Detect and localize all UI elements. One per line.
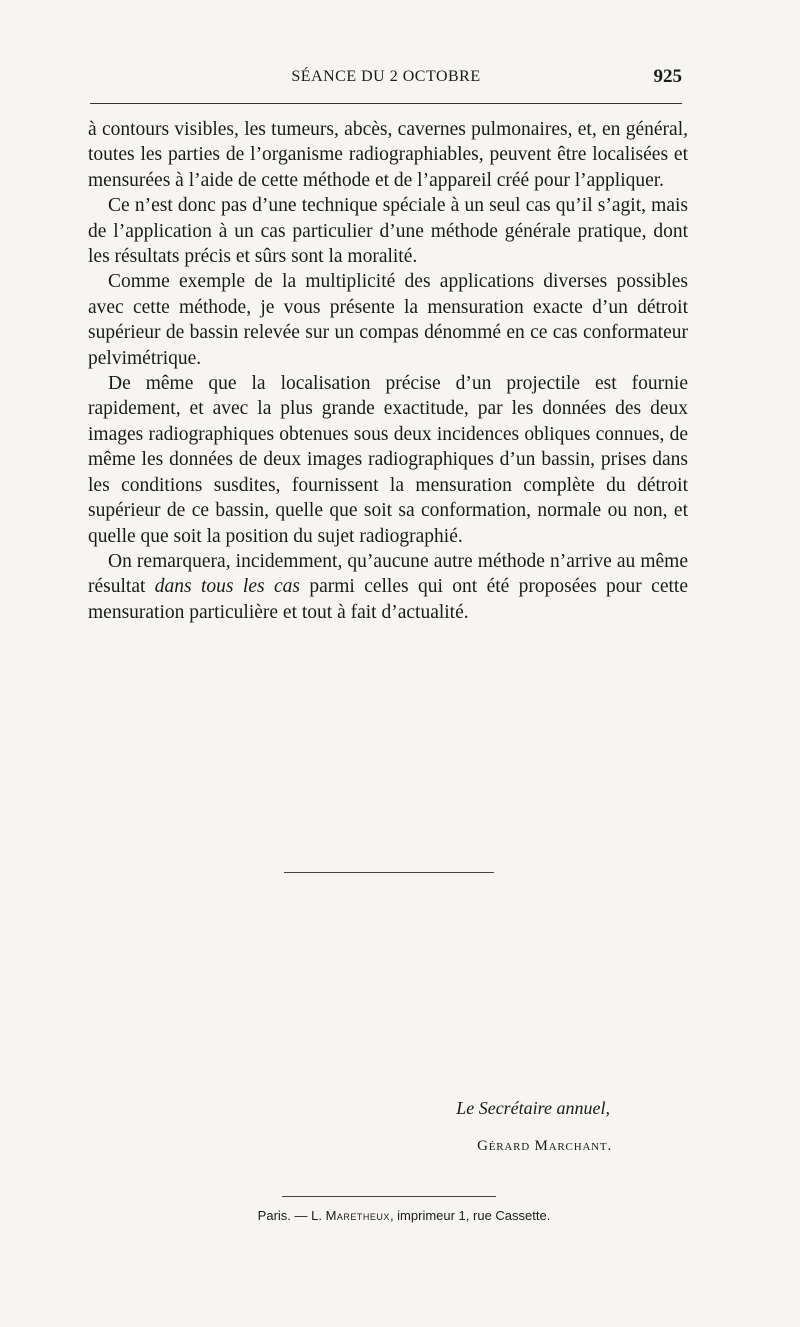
section-divider xyxy=(284,872,494,873)
paragraph-5-end: parmi celles qui ont été proposées pour cette mensuration particulière et tout à fait d’actualité. xyxy=(88,576,688,623)
header-rule xyxy=(90,103,682,104)
paragraph-4: De même que la localisation précise d’un projectile est fournie rapidement, et avec la plus grande exactitude, par les données des deux images radiographiques obtenues sous deux incidences obliques connues, de même les données de deux images radiographiques d’un bassin, prises dans les conditions susdites, fournissent la mensuration complète du détroit supérieur de ce bassin, quelle que soit sa conformation, normale ou non, et quelle que soit la position du sujet radiographié. xyxy=(88,373,688,547)
running-head xyxy=(90,66,682,90)
imprint-city: Paris. — L. xyxy=(257,1208,326,1223)
paragraph-1: à contours visibles, les tumeurs, abcès, cavernes pulmonaires, et, en général, toutes les parties de l’organisme radiographiables, peuvent être localisées et mensurées à l’aide de cette méthode et de l’appareil créé pour l’appliquer. xyxy=(88,119,688,191)
signature-title: Le Secrétaire annuel, xyxy=(456,1098,610,1118)
paragraph-3: Comme exemple de la multiplicité des applications diverses possibles avec cette méthode, je vous présente la mensuration exacte d’un détroit supérieur de bassin relevée sur un compas dénommé en ce cas conformateur pelvimétrique. xyxy=(88,271,688,369)
imprint xyxy=(0,1208,800,1223)
paragraph-5-start: On remarquera, incidemment, qu’aucune autre méthode n’arrive au même résultat xyxy=(88,550,688,598)
paragraph-2: Ce n’est donc pas d’une technique spéciale à un seul cas qu’il s’agit, mais de l’application à un cas particulier d’une méthode générale pratique, dont les résultats précis et sûrs sont la moralité. xyxy=(88,195,688,268)
imprint-printer: Maretheux xyxy=(325,1208,390,1223)
paragraph-5-italic: dans tous les cas xyxy=(154,576,300,598)
imprint-address: , imprimeur 1, rue Cassette. xyxy=(389,1208,551,1223)
signature-name: Gérard Marchant. xyxy=(477,1138,612,1154)
footer-rule xyxy=(282,1196,496,1197)
paragraph-5 xyxy=(88,549,688,625)
running-title: SÉANCE DU 2 OCTOBRE xyxy=(291,68,481,85)
page-number: 925 xyxy=(653,66,682,87)
body-text xyxy=(88,117,688,625)
